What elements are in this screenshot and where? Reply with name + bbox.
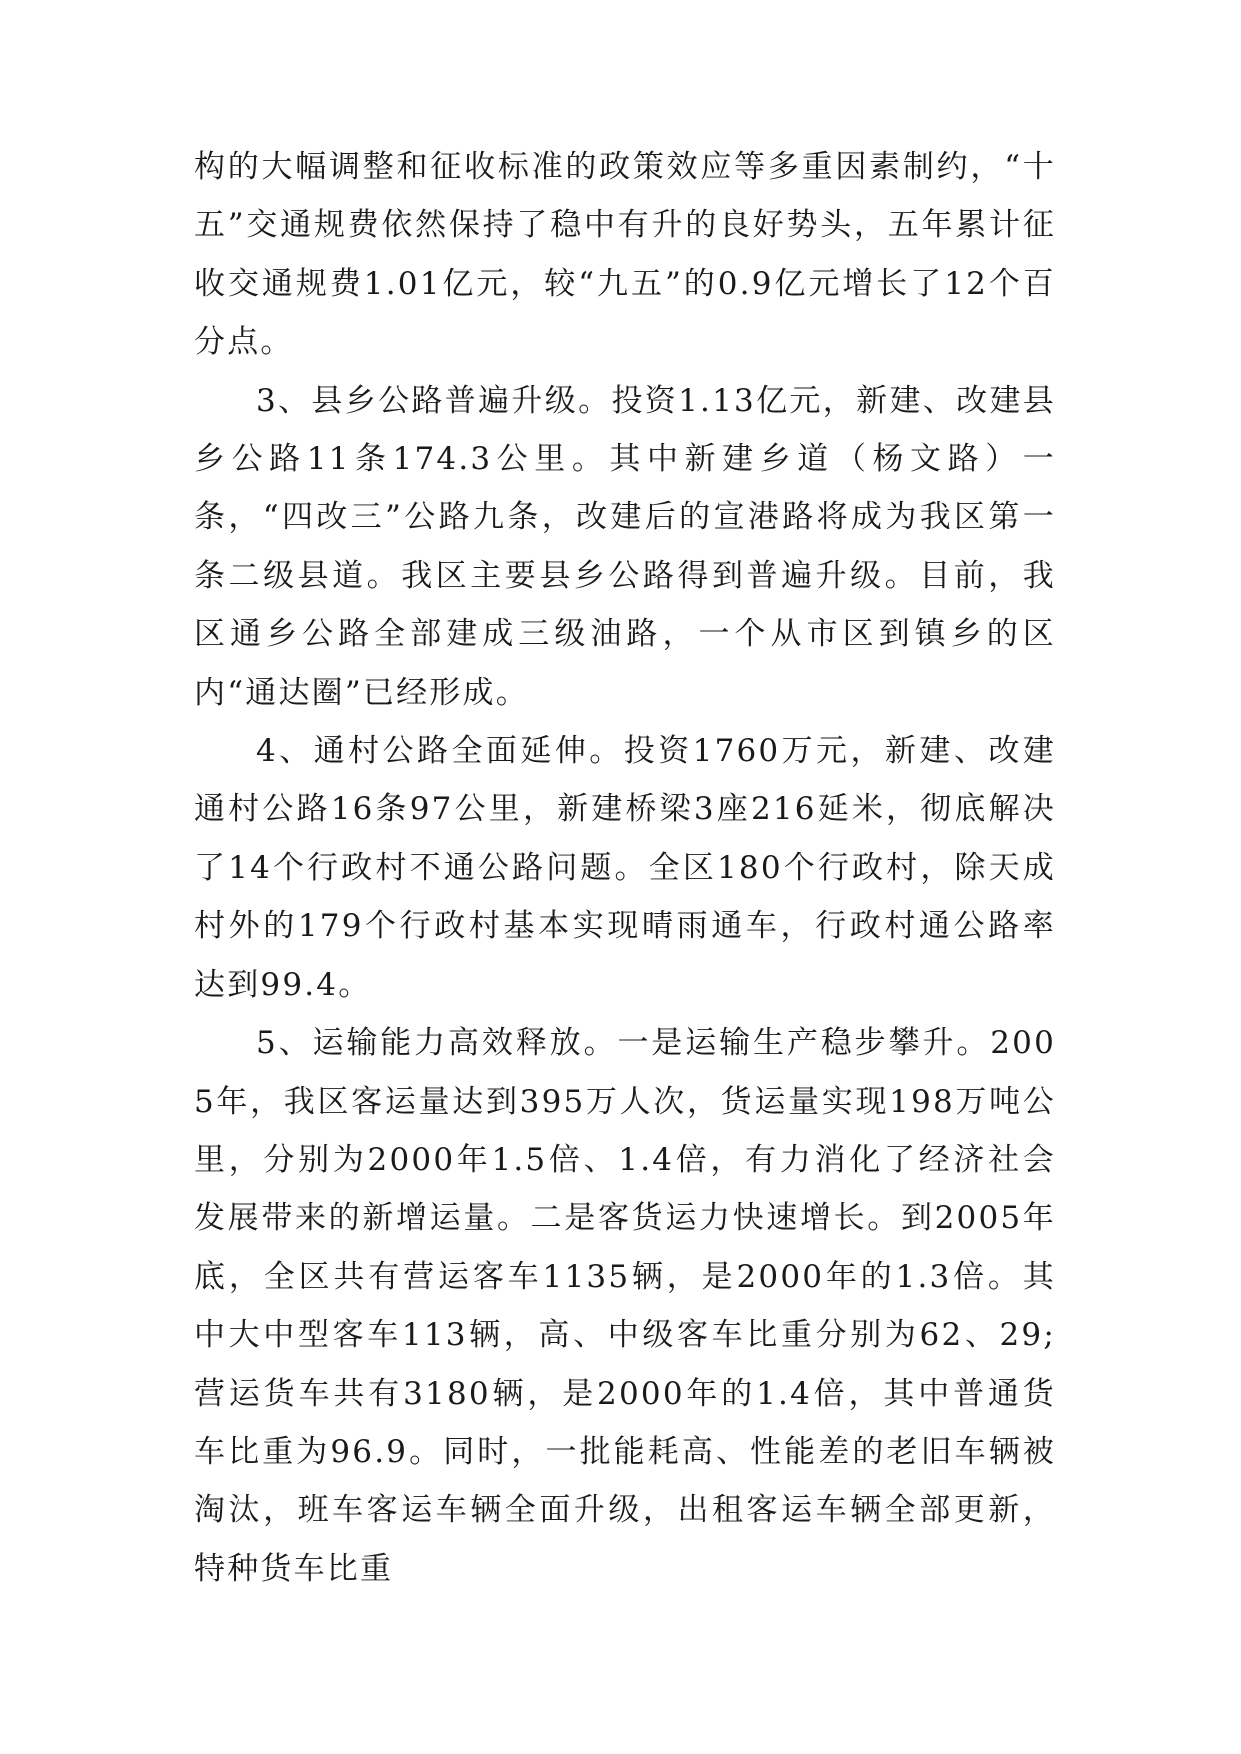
- document-body: [194, 138, 1056, 1598]
- paragraph-county-roads: 3、县乡公路普遍升级。投资1.13亿元，新建、改建县乡公路11条174.3公里。其中新建乡道（杨文路）一条，“四改三”公路九条，改建后的宣港路将成为我区第一条二级县道。我区主要县乡公路得到普遍升级。目前，我区通乡公路全部建成三级油路，一个从市区到镇乡的区内“通达圈”已经形成。: [194, 382, 1056, 711]
- paragraph-village-roads: 4、通村公路全面延伸。投资1760万元，新建、改建通村公路16条97公里，新建桥梁3座216延米，彻底解决了14个行政村不通公路问题。全区180个行政村，除天成村外的179个行政村基本实现晴雨通车，行政村通公路率达到99.4。: [194, 733, 1056, 1003]
- paragraph-transport-capacity: 5、运输能力高效释放。一是运输生产稳步攀升。2005年，我区客运量达到395万人次，货运量实现198万吨公里，分别为2000年1.5倍、1.4倍，有力消化了经济社会发展带来的新增运量。二是客货运力快速增长。到2005年底，全区共有营运客车1135辆，是2000年的1.3倍。其中大中型客车113辆，高、中级客车比重分别为62、29;营运货车共有3180辆，是2000年的1.4倍，其中普通货车比重为96.9。同时，一批能耗高、性能差的老旧车辆被淘汰，班车客运车辆全面升级，出租客运车辆全部更新，特种货车比重: [194, 1025, 1056, 1587]
- paragraph-continuation: 构的大幅调整和征收标准的政策效应等多重因素制约，“十五”交通规费依然保持了稳中有升的良好势头，五年累计征收交通规费1.01亿元，较“九五”的0.9亿元增长了12个百分点。: [194, 149, 1056, 361]
